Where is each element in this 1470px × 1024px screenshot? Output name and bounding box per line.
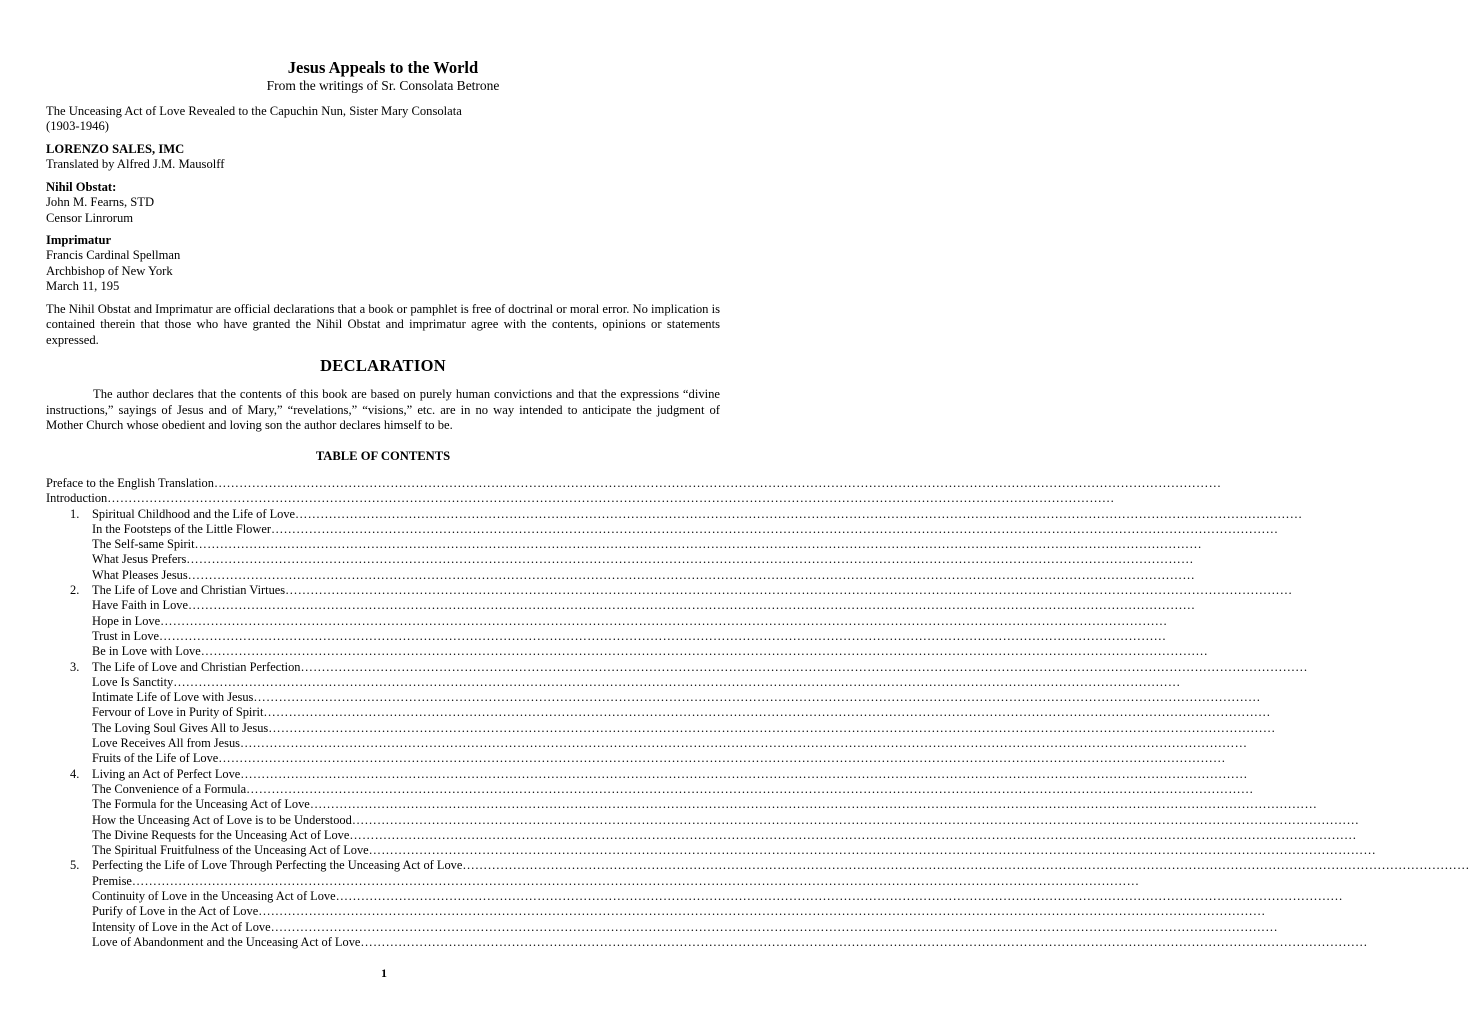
toc-dot-leader: …………………………………………………………………………………………………………………………………………………………………………………………………………………… — [351, 812, 1360, 827]
nihil-obstat-name: John M. Fearns, STD — [46, 195, 155, 210]
toc-entry-title: Intimate Life of Love with Jesus — [92, 690, 254, 705]
toc-entry: 3. The Life of Love and Christian Perfection…………………………………………………………………………………………………………………………………………………………………………………………………………………… — [70, 659, 1308, 674]
toc-entry-title: Love Is Sanctity — [92, 674, 174, 689]
toc-dot-leader: …………………………………………………………………………………………………………………………………………………………………………………………………………………… — [194, 537, 1202, 552]
toc-entry — [46, 598, 1196, 613]
toc-dot-leader: …………………………………………………………………………………………………………………………………………………………………………………………………………………… — [360, 934, 1368, 949]
toc-entry-title: Love of Abandonment and the Unceasing Act of Love — [92, 934, 361, 949]
toc-dot-leader: …………………………………………………………………………………………………………………………………………………………………………………………………………………… — [268, 720, 1276, 735]
toc-entry-title: How the Unceasing Act of Love is to be Understood — [92, 812, 352, 827]
toc-dot-leader: …………………………………………………………………………………………………………………………………………………………………………………………………………………… — [218, 751, 1226, 766]
toc-entry — [46, 889, 1343, 904]
imprimatur-role: Archbishop of New York — [46, 263, 173, 278]
toc-entry-title: Hope in Love — [92, 613, 161, 628]
toc-entry: 2. The Life of Love and Christian Virtues…………………………………………………………………………………………………………………………………………………………………………………………………………………… — [70, 583, 1293, 598]
front-matter-intro — [46, 104, 720, 135]
toc-dot-leader: …………………………………………………………………………………………………………………………………………………………………………………………………………………… — [188, 598, 1196, 613]
imprimatur-block — [46, 233, 720, 294]
toc-dot-leader: …………………………………………………………………………………………………………………………………………………………………………………………………………………… — [309, 797, 1318, 812]
toc-dot-leader: …………………………………………………………………………………………………………………………………………………………………………………………………………………… — [239, 736, 1248, 751]
toc-dot-leader: …………………………………………………………………………………………………………………………………………………………………………………………………………………… — [368, 843, 1376, 858]
toc-entry-title: Continuity of Love in the Unceasing Act of Love — [92, 889, 336, 904]
page-number: 1 — [381, 966, 387, 980]
toc-entry — [46, 827, 1357, 843]
toc-entry — [46, 934, 1368, 950]
toc-dot-leader: …………………………………………………………………………………………………………………………………………………………………………………………………………………… — [131, 873, 1140, 888]
document-subtitle: From the writings of Sr. Consolata Betrone — [266, 78, 500, 93]
toc-entry — [46, 521, 1279, 537]
toc-dot-leader: …………………………………………………………………………………………………………………………………………………………………………………………………………………… — [107, 491, 1115, 506]
table-of-contents — [46, 476, 1470, 950]
toc-dot-leader: …………………………………………………………………………………………………………………………………………………………………………………………………………………… — [246, 781, 1254, 796]
toc-entry — [46, 843, 1376, 858]
toc-entry-title: The Spiritual Fruitfulness of the Unceasing Act of Love — [92, 843, 369, 858]
toc-entry-title: Have Faith in Love — [92, 598, 189, 613]
toc-entry-title: The Self-same Spirit — [92, 537, 195, 552]
toc-entry-title: The Loving Soul Gives All to Jesus — [92, 720, 269, 735]
author-name: LORENZO SALES, IMC — [46, 142, 185, 156]
toc-entry — [46, 628, 1167, 644]
toc-entry: 1. Spiritual Childhood and the Life of Love…………………………………………………………………………………………………………………………………………………………………………………………………………………… — [70, 506, 1303, 521]
toc-dot-leader: …………………………………………………………………………………………………………………………………………………………………………………………………………………… — [240, 766, 1248, 781]
toc-heading: TABLE OF CONTENTS — [315, 449, 451, 463]
toc-entry-title: Preface to the English Translation — [46, 476, 214, 490]
toc-dot-leader: …………………………………………………………………………………………………………………………………………………………………………………………………………………… — [349, 827, 1357, 842]
toc-dot-leader: …………………………………………………………………………………………………………………………………………………………………………………………………………………… — [253, 690, 1261, 705]
toc-entry-title: Fruits of the Life of Love — [92, 751, 219, 766]
toc-entry-title: Fervour of Love in Purity of Spirit — [92, 705, 264, 720]
toc-entry-title: What Jesus Prefers — [92, 552, 187, 567]
toc-dot-leader: …………………………………………………………………………………………………………………………………………………………………………………………………………………… — [462, 858, 1470, 873]
nihil-obstat-role: Censor Linrorum — [46, 210, 134, 225]
toc-dot-leader: …………………………………………………………………………………………………………………………………………………………………………………………………………………… — [200, 644, 1208, 659]
toc-entry — [46, 720, 1276, 736]
toc-entry-title: What Pleases Jesus — [92, 567, 188, 582]
toc-dot-leader: …………………………………………………………………………………………………………………………………………………………………………………………………………………… — [159, 628, 1167, 643]
toc-entry — [46, 797, 1318, 812]
declaration-heading: DECLARATION — [320, 356, 446, 375]
toc-entry — [46, 644, 1208, 659]
toc-entry-title: The Divine Requests for the Unceasing Act of Love — [92, 827, 350, 842]
toc-entry-title: The Formula for the Unceasing Act of Love — [92, 797, 310, 812]
toc-dot-leader: …………………………………………………………………………………………………………………………………………………………………………………………………………………… — [263, 705, 1271, 720]
toc-entry — [46, 613, 1168, 629]
toc-entry — [46, 491, 1115, 506]
toc-entry-title: The Life of Love and Christian Perfection — [92, 659, 301, 674]
declaration-text: The author declares that the contents of this book are based on purely human convictions and that the expressions “divine instructions,” sayings of Jesus and of Mary,” “revelations,” “visions,” etc. are in no way intended to anticipate the judgment of Mother Church whose obedient and loving son the author declares himself to be. — [46, 387, 720, 433]
toc-entry-title: Intensity of Love in the Act of Love — [92, 919, 271, 934]
imprimatur-name: Francis Cardinal Spellman — [46, 248, 181, 263]
toc-entry-title: In the Footsteps of the Little Flower — [92, 521, 271, 536]
toc-entry-title: Living an Act of Perfect Love — [92, 766, 241, 781]
toc-entry — [46, 736, 1248, 751]
toc-entry — [46, 537, 1202, 552]
toc-entry — [46, 705, 1271, 720]
toc-entry — [46, 476, 1222, 491]
toc-dot-leader: …………………………………………………………………………………………………………………………………………………………………………………………………………………… — [285, 583, 1293, 598]
imprimatur-label: Imprimatur — [46, 233, 112, 247]
toc-entry — [46, 674, 1181, 690]
imprimatur-date: March 11, 195 — [46, 278, 120, 293]
toc-dot-leader: …………………………………………………………………………………………………………………………………………………………………………………………………………………… — [300, 659, 1308, 674]
toc-dot-leader: …………………………………………………………………………………………………………………………………………………………………………………………………………………… — [213, 476, 1222, 490]
toc-entry — [46, 781, 1254, 797]
nihil-obstat-block — [46, 180, 720, 226]
toc-entry-title: Purify of Love in the Act of Love — [92, 904, 259, 919]
toc-entry — [46, 552, 1194, 567]
toc-entry: 5. Perfecting the Life of Love Through Perfecting the Unceasing Act of Love…………………………………………………………………………………………………………………………………………………………………………………………………………………… — [70, 858, 1470, 873]
toc-entry — [46, 690, 1261, 705]
toc-dot-leader: …………………………………………………………………………………………………………………………………………………………………………………………………………………… — [187, 567, 1195, 582]
translator-line: Translated by Alfred J.M. Mausolff — [46, 157, 225, 172]
toc-entry-title: Be in Love with Love — [92, 644, 201, 659]
toc-entry: 4. Living an Act of Perfect Love…………………………………………………………………………………………………………………………………………………………………………………………………………………… — [70, 766, 1248, 781]
toc-entry — [46, 567, 1195, 583]
toc-entry — [46, 904, 1266, 919]
toc-dot-leader: …………………………………………………………………………………………………………………………………………………………………………………………………………………… — [270, 919, 1278, 934]
toc-entry — [46, 873, 1140, 889]
toc-entry — [46, 751, 1226, 766]
author-block — [46, 142, 720, 173]
toc-dot-leader: …………………………………………………………………………………………………………………………………………………………………………………………………………………… — [173, 674, 1181, 689]
toc-dot-leader: …………………………………………………………………………………………………………………………………………………………………………………………………………………… — [258, 904, 1266, 919]
toc-dot-leader: …………………………………………………………………………………………………………………………………………………………………………………………………………………… — [335, 889, 1343, 904]
toc-entry-title: Love Receives All from Jesus — [92, 736, 240, 751]
imprimatur-notice: The Nihil Obstat and Imprimatur are official declarations that a book or pamphlet is free of doctrinal or moral error. No implication is contained therein that those who have granted the Nihil Obstat and imprimatur agree with the contents, opinions or statements expressed. — [46, 302, 720, 347]
toc-entry-title: Trust in Love — [92, 628, 160, 643]
toc-dot-leader: …………………………………………………………………………………………………………………………………………………………………………………………………………………… — [295, 506, 1303, 521]
nihil-obstat-label: Nihil Obstat: — [46, 180, 117, 194]
document-title: Jesus Appeals to the World — [287, 58, 479, 77]
toc-entry-title: The Convenience of a Formula — [92, 781, 247, 796]
toc-entry-title: Perfecting the Life of Love Through Perfecting the Unceasing Act of Love — [92, 858, 463, 873]
toc-entry — [46, 812, 1360, 828]
front-line-2: (1903-1946) — [46, 119, 109, 134]
toc-entry-title: The Life of Love and Christian Virtues — [92, 583, 286, 598]
front-line-1: The Unceasing Act of Love Revealed to the Capuchin Nun, Sister Mary Consolata — [46, 104, 462, 118]
toc-dot-leader: …………………………………………………………………………………………………………………………………………………………………………………………………………………… — [186, 552, 1194, 567]
toc-entry-title: Spiritual Childhood and the Life of Love — [92, 506, 296, 521]
toc-dot-leader: …………………………………………………………………………………………………………………………………………………………………………………………………………………… — [270, 521, 1279, 536]
toc-entry-title: Premise — [92, 873, 132, 888]
toc-dot-leader: …………………………………………………………………………………………………………………………………………………………………………………………………………………… — [160, 613, 1168, 628]
toc-entry — [46, 919, 1278, 935]
toc-entry-title: Introduction — [46, 491, 108, 506]
